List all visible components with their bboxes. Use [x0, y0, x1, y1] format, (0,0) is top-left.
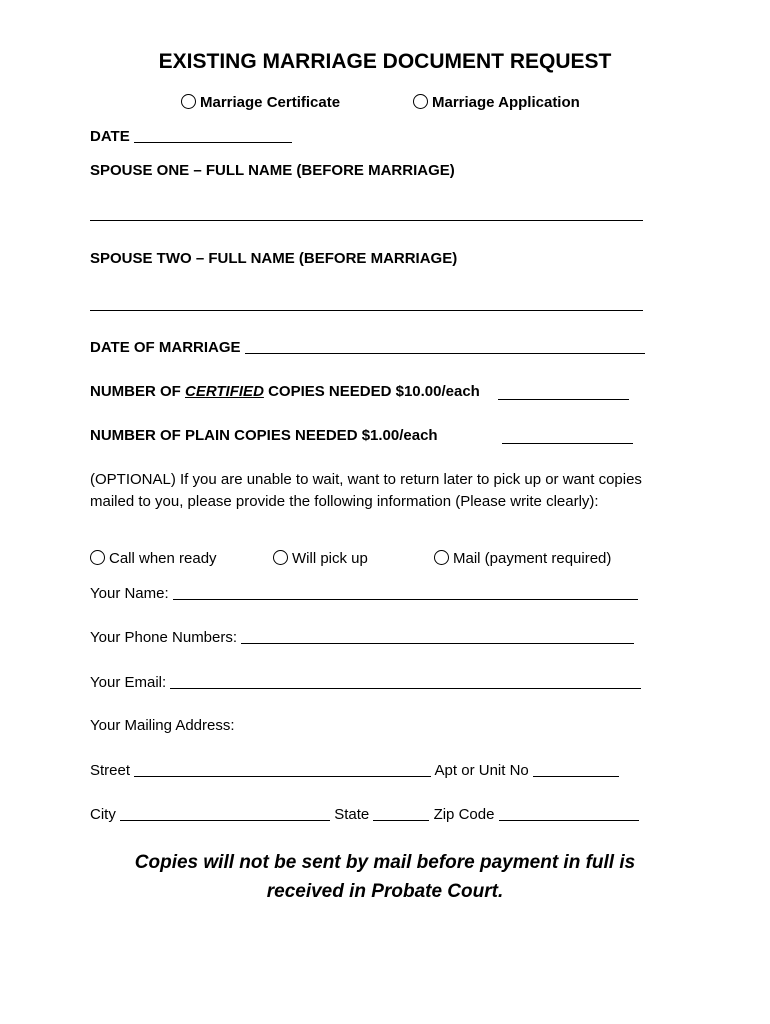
phone-label: Your Phone Numbers: — [90, 629, 238, 646]
certified-copies-label — [90, 383, 480, 400]
certified-word: CERTIFIED — [185, 383, 264, 400]
city-label: City — [90, 806, 116, 823]
phone-line[interactable] — [241, 642, 634, 644]
your-name-label: Your Name: — [90, 585, 169, 602]
email-row — [90, 674, 641, 691]
plain-copies-label: NUMBER OF PLAIN COPIES NEEDED $1.00/each — [90, 427, 438, 444]
page-title: EXISTING MARRIAGE DOCUMENT REQUEST — [158, 50, 612, 73]
call-option[interactable] — [90, 550, 217, 567]
apt-label: Apt or Unit No — [434, 762, 529, 779]
pickup-label: Will pick up — [292, 550, 368, 567]
date-of-marriage-label: DATE OF MARRIAGE — [90, 339, 241, 356]
mailing-address-label: Your Mailing Address: — [90, 717, 235, 734]
optional-instructions: (OPTIONAL) If you are unable to wait, want to return later to pick up or want copies mailed to you, please provide the following information (Please write clearly): — [90, 471, 642, 510]
plain-copies-line[interactable] — [502, 443, 633, 444]
city-row — [90, 806, 639, 823]
spouse-one-line[interactable] — [90, 220, 643, 221]
date-row — [90, 128, 292, 145]
pickup-radio[interactable] — [273, 550, 288, 565]
application-option[interactable] — [413, 94, 580, 111]
apt-line[interactable] — [533, 775, 619, 777]
certificate-label: Marriage Certificate — [200, 94, 341, 111]
zip-label: Zip Code — [433, 806, 495, 823]
street-line[interactable] — [134, 775, 431, 777]
payment-notice-text: Copies will not be sent by mail before payment in full is received in Probate Court. — [134, 852, 636, 902]
city-line[interactable] — [120, 819, 330, 821]
spouse-two-label: SPOUSE TWO – FULL NAME (BEFORE MARRIAGE) — [90, 250, 458, 267]
pickup-option[interactable] — [273, 550, 368, 567]
phone-row — [90, 629, 634, 646]
certified-suffix: COPIES NEEDED $10.00/each — [268, 383, 480, 400]
date-label: DATE — [90, 128, 130, 145]
spouse-one-label: SPOUSE ONE – FULL NAME (BEFORE MARRIAGE) — [90, 162, 455, 179]
mail-label: Mail (payment required) — [453, 550, 612, 567]
state-line[interactable] — [373, 819, 429, 821]
your-name-row — [90, 585, 638, 602]
zip-line[interactable] — [499, 819, 639, 821]
mail-option[interactable] — [434, 550, 611, 567]
street-row — [90, 762, 619, 779]
call-radio[interactable] — [90, 550, 105, 565]
certificate-radio[interactable] — [181, 94, 196, 109]
spouse-two-line[interactable] — [90, 310, 643, 311]
state-label: State — [334, 806, 370, 823]
email-line[interactable] — [170, 687, 641, 689]
certified-copies-line[interactable] — [498, 399, 629, 400]
application-radio[interactable] — [413, 94, 428, 109]
mail-radio[interactable] — [434, 550, 449, 565]
certificate-option[interactable] — [181, 94, 340, 111]
date-of-marriage-line[interactable] — [245, 352, 645, 354]
date-line[interactable] — [134, 141, 292, 143]
email-label: Your Email: — [90, 674, 167, 691]
date-of-marriage-row — [90, 339, 645, 356]
application-label: Marriage Application — [432, 94, 580, 111]
your-name-line[interactable] — [173, 598, 638, 600]
call-label: Call when ready — [109, 550, 217, 567]
payment-notice — [0, 848, 770, 906]
certified-prefix: NUMBER OF — [90, 383, 181, 400]
street-label: Street — [90, 762, 131, 779]
